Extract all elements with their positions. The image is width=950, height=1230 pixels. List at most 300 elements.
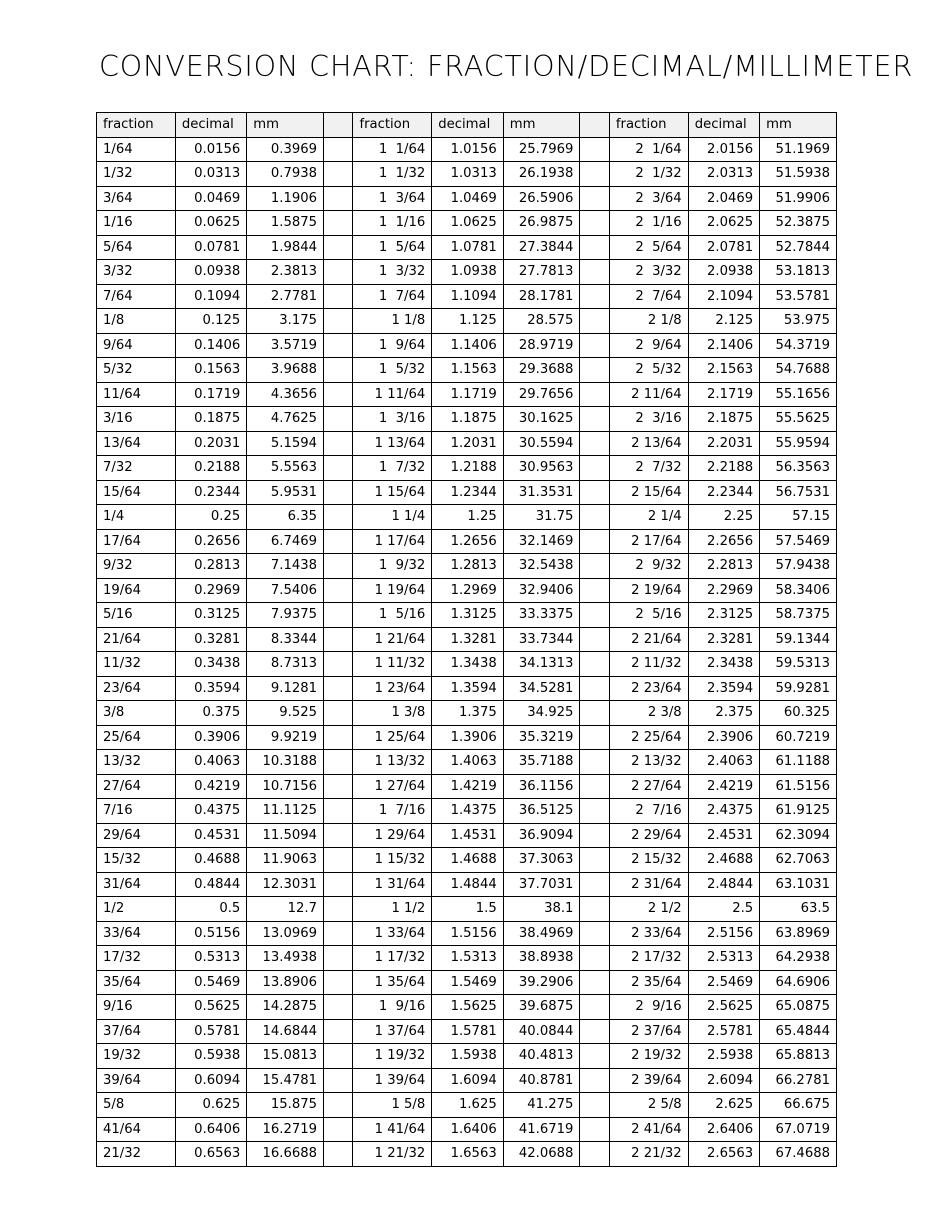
cell-fraction-group-2: 1 25/64 xyxy=(353,725,432,750)
cell-decimal-group-2: 1.1094 xyxy=(432,284,503,309)
cell-decimal-group-2: 1.2969 xyxy=(432,578,503,603)
cell-decimal-group-2: 1.5938 xyxy=(432,1044,503,1069)
cell-mm-group-2: 35.7188 xyxy=(503,750,580,775)
cell-decimal-group-1: 0.4375 xyxy=(175,799,246,824)
table-row xyxy=(97,848,837,873)
cell-decimal-group-2: 1.4375 xyxy=(432,799,503,824)
cell-mm-group-3: 57.5469 xyxy=(760,529,837,554)
table-row xyxy=(97,946,837,971)
cell-fraction-group-3: 2 1/2 xyxy=(609,897,688,922)
cell-mm-group-3: 63.1031 xyxy=(760,872,837,897)
cell-mm-group-1: 13.8906 xyxy=(247,970,324,995)
cell-fraction-group-1: 1/32 xyxy=(97,162,176,187)
cell-spacer-2 xyxy=(580,1142,609,1167)
cell-mm-group-2: 32.5438 xyxy=(503,554,580,579)
cell-spacer-2 xyxy=(580,1044,609,1069)
cell-decimal-group-2: 1.2813 xyxy=(432,554,503,579)
cell-spacer-2 xyxy=(580,309,609,334)
cell-mm-group-2: 28.575 xyxy=(503,309,580,334)
cell-mm-group-1: 11.5094 xyxy=(247,823,324,848)
cell-fraction-group-2: 1 11/64 xyxy=(353,382,432,407)
cell-spacer-2 xyxy=(580,554,609,579)
cell-spacer-2 xyxy=(580,284,609,309)
cell-spacer-2 xyxy=(580,627,609,652)
cell-mm-group-2: 29.3688 xyxy=(503,358,580,383)
cell-fraction-group-1: 41/64 xyxy=(97,1117,176,1142)
table-row xyxy=(97,211,837,236)
cell-decimal-group-3: 2.2031 xyxy=(688,431,759,456)
cell-mm-group-2: 37.3063 xyxy=(503,848,580,873)
cell-fraction-group-3: 2 5/8 xyxy=(609,1093,688,1118)
cell-decimal-group-1: 0.2344 xyxy=(175,480,246,505)
cell-fraction-group-3: 2 35/64 xyxy=(609,970,688,995)
cell-fraction-group-2: 1 21/32 xyxy=(353,1142,432,1167)
cell-spacer-2 xyxy=(580,995,609,1020)
cell-decimal-group-1: 0.375 xyxy=(175,701,246,726)
cell-fraction-group-3: 2 7/64 xyxy=(609,284,688,309)
cell-decimal-group-3: 2.25 xyxy=(688,505,759,530)
cell-fraction-group-2: 1 9/16 xyxy=(353,995,432,1020)
cell-mm-group-1: 6.7469 xyxy=(247,529,324,554)
cell-spacer-2 xyxy=(580,260,609,285)
cell-decimal-group-1: 0.6094 xyxy=(175,1068,246,1093)
cell-decimal-group-3: 2.5938 xyxy=(688,1044,759,1069)
cell-mm-group-3: 59.9281 xyxy=(760,676,837,701)
cell-fraction-group-2: 1 17/64 xyxy=(353,529,432,554)
cell-spacer-2 xyxy=(580,333,609,358)
table-row xyxy=(97,1093,837,1118)
cell-fraction-group-2: 1 29/64 xyxy=(353,823,432,848)
cell-spacer-1 xyxy=(324,1068,353,1093)
cell-fraction-group-2: 1 15/64 xyxy=(353,480,432,505)
cell-spacer-2 xyxy=(580,652,609,677)
cell-mm-group-3: 59.5313 xyxy=(760,652,837,677)
cell-decimal-group-1: 0.3438 xyxy=(175,652,246,677)
cell-spacer-2 xyxy=(580,382,609,407)
cell-fraction-group-1: 5/16 xyxy=(97,603,176,628)
cell-mm-group-1: 3.9688 xyxy=(247,358,324,383)
cell-fraction-group-1: 5/64 xyxy=(97,235,176,260)
cell-decimal-group-3: 2.0781 xyxy=(688,235,759,260)
cell-mm-group-2: 30.5594 xyxy=(503,431,580,456)
cell-spacer-1 xyxy=(324,725,353,750)
cell-mm-group-3: 65.0875 xyxy=(760,995,837,1020)
table-row xyxy=(97,1117,837,1142)
cell-decimal-group-2: 1.25 xyxy=(432,505,503,530)
page-title: CONVERSION CHART: FRACTION/DECIMAL/MILLIMETER xyxy=(99,50,914,83)
cell-fraction-group-3: 2 15/32 xyxy=(609,848,688,873)
cell-spacer-2 xyxy=(580,970,609,995)
cell-decimal-group-3: 2.6563 xyxy=(688,1142,759,1167)
cell-spacer-2 xyxy=(580,1093,609,1118)
cell-mm-group-1: 7.1438 xyxy=(247,554,324,579)
cell-mm-group-2: 38.4969 xyxy=(503,921,580,946)
cell-mm-group-2: 32.9406 xyxy=(503,578,580,603)
cell-decimal-group-3: 2.125 xyxy=(688,309,759,334)
cell-fraction-group-1: 11/32 xyxy=(97,652,176,677)
cell-mm-group-3: 66.2781 xyxy=(760,1068,837,1093)
cell-spacer-1 xyxy=(324,309,353,334)
cell-decimal-group-3: 2.3594 xyxy=(688,676,759,701)
table-row xyxy=(97,725,837,750)
cell-decimal-group-1: 0.4063 xyxy=(175,750,246,775)
cell-fraction-group-3: 2 19/64 xyxy=(609,578,688,603)
cell-spacer-1 xyxy=(324,652,353,677)
cell-spacer-2 xyxy=(580,137,609,162)
cell-decimal-group-3: 2.4844 xyxy=(688,872,759,897)
cell-fraction-group-1: 1/64 xyxy=(97,137,176,162)
cell-spacer-2 xyxy=(580,1019,609,1044)
cell-fraction-group-3: 2 33/64 xyxy=(609,921,688,946)
cell-fraction-group-2: 1 19/64 xyxy=(353,578,432,603)
table-row xyxy=(97,480,837,505)
cell-spacer-1 xyxy=(324,1019,353,1044)
cell-fraction-group-1: 1/2 xyxy=(97,897,176,922)
cell-mm-group-1: 1.5875 xyxy=(247,211,324,236)
table-row xyxy=(97,603,837,628)
cell-mm-group-3: 57.9438 xyxy=(760,554,837,579)
cell-spacer-1 xyxy=(324,1093,353,1118)
cell-fraction-group-2: 1 1/4 xyxy=(353,505,432,530)
cell-mm-group-1: 7.5406 xyxy=(247,578,324,603)
cell-fraction-group-3: 2 21/64 xyxy=(609,627,688,652)
cell-fraction-group-2: 1 7/64 xyxy=(353,284,432,309)
cell-fraction-group-3: 2 1/8 xyxy=(609,309,688,334)
cell-fraction-group-1: 3/32 xyxy=(97,260,176,285)
cell-mm-group-2: 33.3375 xyxy=(503,603,580,628)
cell-mm-group-3: 62.3094 xyxy=(760,823,837,848)
cell-decimal-group-1: 0.5469 xyxy=(175,970,246,995)
cell-fraction-group-1: 3/8 xyxy=(97,701,176,726)
cell-spacer-1 xyxy=(324,970,353,995)
cell-spacer-1 xyxy=(324,186,353,211)
cell-fraction-group-3: 2 7/16 xyxy=(609,799,688,824)
cell-fraction-group-1: 9/16 xyxy=(97,995,176,1020)
cell-mm-group-2: 28.1781 xyxy=(503,284,580,309)
cell-spacer-2 xyxy=(580,750,609,775)
cell-mm-group-1: 2.3813 xyxy=(247,260,324,285)
cell-mm-group-2: 36.1156 xyxy=(503,774,580,799)
cell-decimal-group-3: 2.5313 xyxy=(688,946,759,971)
table-row xyxy=(97,554,837,579)
cell-decimal-group-2: 1.2344 xyxy=(432,480,503,505)
cell-spacer-1 xyxy=(324,431,353,456)
cell-fraction-group-1: 17/32 xyxy=(97,946,176,971)
cell-fraction-group-1: 7/64 xyxy=(97,284,176,309)
cell-fraction-group-1: 17/64 xyxy=(97,529,176,554)
cell-spacer-1 xyxy=(324,284,353,309)
cell-mm-group-2: 32.1469 xyxy=(503,529,580,554)
table-row xyxy=(97,995,837,1020)
cell-decimal-group-3: 2.4063 xyxy=(688,750,759,775)
cell-fraction-group-2: 1 5/8 xyxy=(353,1093,432,1118)
cell-mm-group-1: 3.5719 xyxy=(247,333,324,358)
cell-decimal-group-3: 2.5625 xyxy=(688,995,759,1020)
cell-fraction-group-2: 1 35/64 xyxy=(353,970,432,995)
cell-mm-group-2: 27.7813 xyxy=(503,260,580,285)
cell-fraction-group-2: 1 9/64 xyxy=(353,333,432,358)
cell-fraction-group-3: 2 31/64 xyxy=(609,872,688,897)
cell-spacer-1 xyxy=(324,872,353,897)
header-spacer-1 xyxy=(324,113,353,138)
cell-mm-group-1: 15.4781 xyxy=(247,1068,324,1093)
cell-mm-group-3: 53.1813 xyxy=(760,260,837,285)
cell-fraction-group-3: 2 13/64 xyxy=(609,431,688,456)
table-row xyxy=(97,627,837,652)
cell-fraction-group-1: 33/64 xyxy=(97,921,176,946)
cell-mm-group-2: 42.0688 xyxy=(503,1142,580,1167)
conversion-table-container xyxy=(96,112,837,1167)
cell-spacer-2 xyxy=(580,358,609,383)
cell-fraction-group-2: 1 17/32 xyxy=(353,946,432,971)
cell-fraction-group-3: 2 15/64 xyxy=(609,480,688,505)
header-fraction-group-3: fraction xyxy=(609,113,688,138)
cell-decimal-group-3: 2.2969 xyxy=(688,578,759,603)
cell-fraction-group-3: 2 9/32 xyxy=(609,554,688,579)
cell-decimal-group-1: 0.2813 xyxy=(175,554,246,579)
cell-fraction-group-1: 13/64 xyxy=(97,431,176,456)
cell-spacer-2 xyxy=(580,529,609,554)
table-row xyxy=(97,162,837,187)
cell-decimal-group-1: 0.3906 xyxy=(175,725,246,750)
cell-fraction-group-1: 31/64 xyxy=(97,872,176,897)
cell-mm-group-1: 2.7781 xyxy=(247,284,324,309)
cell-fraction-group-3: 2 17/32 xyxy=(609,946,688,971)
cell-mm-group-1: 1.1906 xyxy=(247,186,324,211)
cell-spacer-1 xyxy=(324,505,353,530)
cell-fraction-group-2: 1 41/64 xyxy=(353,1117,432,1142)
cell-decimal-group-3: 2.0313 xyxy=(688,162,759,187)
cell-mm-group-2: 41.275 xyxy=(503,1093,580,1118)
cell-decimal-group-2: 1.2031 xyxy=(432,431,503,456)
cell-spacer-2 xyxy=(580,946,609,971)
cell-spacer-1 xyxy=(324,333,353,358)
cell-fraction-group-1: 5/32 xyxy=(97,358,176,383)
cell-spacer-2 xyxy=(580,578,609,603)
cell-decimal-group-2: 1.5313 xyxy=(432,946,503,971)
cell-decimal-group-1: 0.5781 xyxy=(175,1019,246,1044)
header-decimal-group-1: decimal xyxy=(175,113,246,138)
cell-mm-group-3: 52.3875 xyxy=(760,211,837,236)
cell-mm-group-1: 12.3031 xyxy=(247,872,324,897)
cell-mm-group-3: 54.3719 xyxy=(760,333,837,358)
cell-mm-group-1: 4.7625 xyxy=(247,407,324,432)
cell-fraction-group-2: 1 9/32 xyxy=(353,554,432,579)
cell-fraction-group-2: 1 37/64 xyxy=(353,1019,432,1044)
cell-spacer-1 xyxy=(324,211,353,236)
header-mm-group-3: mm xyxy=(760,113,837,138)
table-row xyxy=(97,1142,837,1167)
cell-fraction-group-2: 1 27/64 xyxy=(353,774,432,799)
cell-decimal-group-2: 1.4531 xyxy=(432,823,503,848)
cell-fraction-group-3: 2 25/64 xyxy=(609,725,688,750)
cell-fraction-group-2: 1 15/32 xyxy=(353,848,432,873)
table-row xyxy=(97,260,837,285)
cell-fraction-group-2: 1 19/32 xyxy=(353,1044,432,1069)
cell-fraction-group-2: 1 1/64 xyxy=(353,137,432,162)
header-mm-group-2: mm xyxy=(503,113,580,138)
cell-fraction-group-3: 2 11/64 xyxy=(609,382,688,407)
cell-spacer-2 xyxy=(580,603,609,628)
cell-spacer-2 xyxy=(580,676,609,701)
cell-mm-group-1: 11.9063 xyxy=(247,848,324,873)
cell-decimal-group-2: 1.0469 xyxy=(432,186,503,211)
cell-decimal-group-1: 0.5625 xyxy=(175,995,246,1020)
cell-spacer-2 xyxy=(580,897,609,922)
cell-spacer-2 xyxy=(580,848,609,873)
conversion-table xyxy=(96,112,837,1167)
table-row xyxy=(97,921,837,946)
cell-decimal-group-2: 1.3594 xyxy=(432,676,503,701)
cell-decimal-group-3: 2.6094 xyxy=(688,1068,759,1093)
cell-decimal-group-1: 0.5 xyxy=(175,897,246,922)
table-row xyxy=(97,407,837,432)
cell-decimal-group-3: 2.5156 xyxy=(688,921,759,946)
cell-mm-group-2: 27.3844 xyxy=(503,235,580,260)
cell-mm-group-1: 15.875 xyxy=(247,1093,324,1118)
cell-fraction-group-2: 1 1/2 xyxy=(353,897,432,922)
cell-mm-group-1: 14.2875 xyxy=(247,995,324,1020)
cell-decimal-group-2: 1.5625 xyxy=(432,995,503,1020)
cell-decimal-group-2: 1.0156 xyxy=(432,137,503,162)
cell-mm-group-1: 0.7938 xyxy=(247,162,324,187)
cell-mm-group-2: 36.9094 xyxy=(503,823,580,848)
cell-fraction-group-1: 7/16 xyxy=(97,799,176,824)
cell-spacer-2 xyxy=(580,1117,609,1142)
cell-decimal-group-1: 0.0781 xyxy=(175,235,246,260)
cell-spacer-1 xyxy=(324,921,353,946)
cell-fraction-group-1: 5/8 xyxy=(97,1093,176,1118)
cell-decimal-group-1: 0.5938 xyxy=(175,1044,246,1069)
table-row xyxy=(97,505,837,530)
cell-fraction-group-1: 1/16 xyxy=(97,211,176,236)
cell-mm-group-3: 63.8969 xyxy=(760,921,837,946)
header-mm-group-1: mm xyxy=(247,113,324,138)
cell-decimal-group-2: 1.0938 xyxy=(432,260,503,285)
cell-fraction-group-1: 19/64 xyxy=(97,578,176,603)
cell-spacer-2 xyxy=(580,235,609,260)
cell-mm-group-3: 56.3563 xyxy=(760,456,837,481)
cell-fraction-group-2: 1 39/64 xyxy=(353,1068,432,1093)
cell-decimal-group-3: 2.6406 xyxy=(688,1117,759,1142)
cell-fraction-group-3: 2 21/32 xyxy=(609,1142,688,1167)
cell-spacer-1 xyxy=(324,529,353,554)
cell-decimal-group-3: 2.1563 xyxy=(688,358,759,383)
cell-decimal-group-2: 1.625 xyxy=(432,1093,503,1118)
cell-spacer-1 xyxy=(324,578,353,603)
cell-decimal-group-3: 2.1875 xyxy=(688,407,759,432)
cell-decimal-group-3: 2.2813 xyxy=(688,554,759,579)
cell-mm-group-1: 8.3344 xyxy=(247,627,324,652)
cell-mm-group-2: 37.7031 xyxy=(503,872,580,897)
cell-decimal-group-2: 1.4844 xyxy=(432,872,503,897)
header-decimal-group-3: decimal xyxy=(688,113,759,138)
cell-mm-group-2: 26.1938 xyxy=(503,162,580,187)
cell-mm-group-3: 67.4688 xyxy=(760,1142,837,1167)
table-row xyxy=(97,652,837,677)
cell-decimal-group-3: 2.0625 xyxy=(688,211,759,236)
table-row xyxy=(97,897,837,922)
cell-decimal-group-1: 0.2188 xyxy=(175,456,246,481)
cell-fraction-group-2: 1 23/64 xyxy=(353,676,432,701)
cell-spacer-1 xyxy=(324,358,353,383)
cell-decimal-group-1: 0.625 xyxy=(175,1093,246,1118)
table-row xyxy=(97,676,837,701)
cell-fraction-group-1: 15/32 xyxy=(97,848,176,873)
cell-fraction-group-2: 1 7/16 xyxy=(353,799,432,824)
cell-decimal-group-3: 2.5469 xyxy=(688,970,759,995)
cell-spacer-1 xyxy=(324,799,353,824)
cell-decimal-group-1: 0.125 xyxy=(175,309,246,334)
table-row xyxy=(97,823,837,848)
cell-mm-group-3: 58.7375 xyxy=(760,603,837,628)
cell-fraction-group-3: 2 37/64 xyxy=(609,1019,688,1044)
table-row xyxy=(97,872,837,897)
header-fraction-group-1: fraction xyxy=(97,113,176,138)
cell-decimal-group-3: 2.0156 xyxy=(688,137,759,162)
cell-decimal-group-2: 1.1875 xyxy=(432,407,503,432)
cell-mm-group-1: 5.9531 xyxy=(247,480,324,505)
cell-decimal-group-1: 0.3281 xyxy=(175,627,246,652)
cell-decimal-group-2: 1.6094 xyxy=(432,1068,503,1093)
cell-fraction-group-1: 1/8 xyxy=(97,309,176,334)
table-row xyxy=(97,799,837,824)
cell-decimal-group-3: 2.5781 xyxy=(688,1019,759,1044)
cell-mm-group-3: 67.0719 xyxy=(760,1117,837,1142)
cell-fraction-group-2: 1 1/16 xyxy=(353,211,432,236)
cell-decimal-group-3: 2.625 xyxy=(688,1093,759,1118)
cell-decimal-group-1: 0.3594 xyxy=(175,676,246,701)
cell-fraction-group-1: 19/32 xyxy=(97,1044,176,1069)
cell-mm-group-1: 7.9375 xyxy=(247,603,324,628)
cell-decimal-group-2: 1.1719 xyxy=(432,382,503,407)
cell-mm-group-2: 31.3531 xyxy=(503,480,580,505)
cell-decimal-group-3: 2.4531 xyxy=(688,823,759,848)
cell-decimal-group-2: 1.2188 xyxy=(432,456,503,481)
cell-decimal-group-2: 1.4688 xyxy=(432,848,503,873)
cell-fraction-group-3: 2 1/16 xyxy=(609,211,688,236)
table-row xyxy=(97,529,837,554)
cell-fraction-group-2: 1 5/16 xyxy=(353,603,432,628)
cell-fraction-group-3: 2 39/64 xyxy=(609,1068,688,1093)
cell-decimal-group-2: 1.1563 xyxy=(432,358,503,383)
cell-spacer-1 xyxy=(324,554,353,579)
cell-decimal-group-3: 2.3438 xyxy=(688,652,759,677)
cell-mm-group-2: 35.3219 xyxy=(503,725,580,750)
cell-decimal-group-3: 2.3906 xyxy=(688,725,759,750)
cell-mm-group-3: 55.5625 xyxy=(760,407,837,432)
cell-fraction-group-3: 2 27/64 xyxy=(609,774,688,799)
cell-mm-group-1: 16.2719 xyxy=(247,1117,324,1142)
cell-fraction-group-3: 2 9/16 xyxy=(609,995,688,1020)
cell-mm-group-3: 63.5 xyxy=(760,897,837,922)
cell-mm-group-1: 15.0813 xyxy=(247,1044,324,1069)
cell-spacer-2 xyxy=(580,701,609,726)
cell-decimal-group-3: 2.1094 xyxy=(688,284,759,309)
cell-spacer-1 xyxy=(324,1117,353,1142)
cell-spacer-1 xyxy=(324,603,353,628)
cell-spacer-1 xyxy=(324,750,353,775)
cell-mm-group-3: 61.5156 xyxy=(760,774,837,799)
cell-mm-group-3: 51.1969 xyxy=(760,137,837,162)
cell-decimal-group-1: 0.0469 xyxy=(175,186,246,211)
cell-mm-group-3: 61.1188 xyxy=(760,750,837,775)
cell-spacer-2 xyxy=(580,872,609,897)
cell-mm-group-2: 36.5125 xyxy=(503,799,580,824)
cell-spacer-1 xyxy=(324,1044,353,1069)
header-decimal-group-2: decimal xyxy=(432,113,503,138)
cell-mm-group-1: 5.1594 xyxy=(247,431,324,456)
